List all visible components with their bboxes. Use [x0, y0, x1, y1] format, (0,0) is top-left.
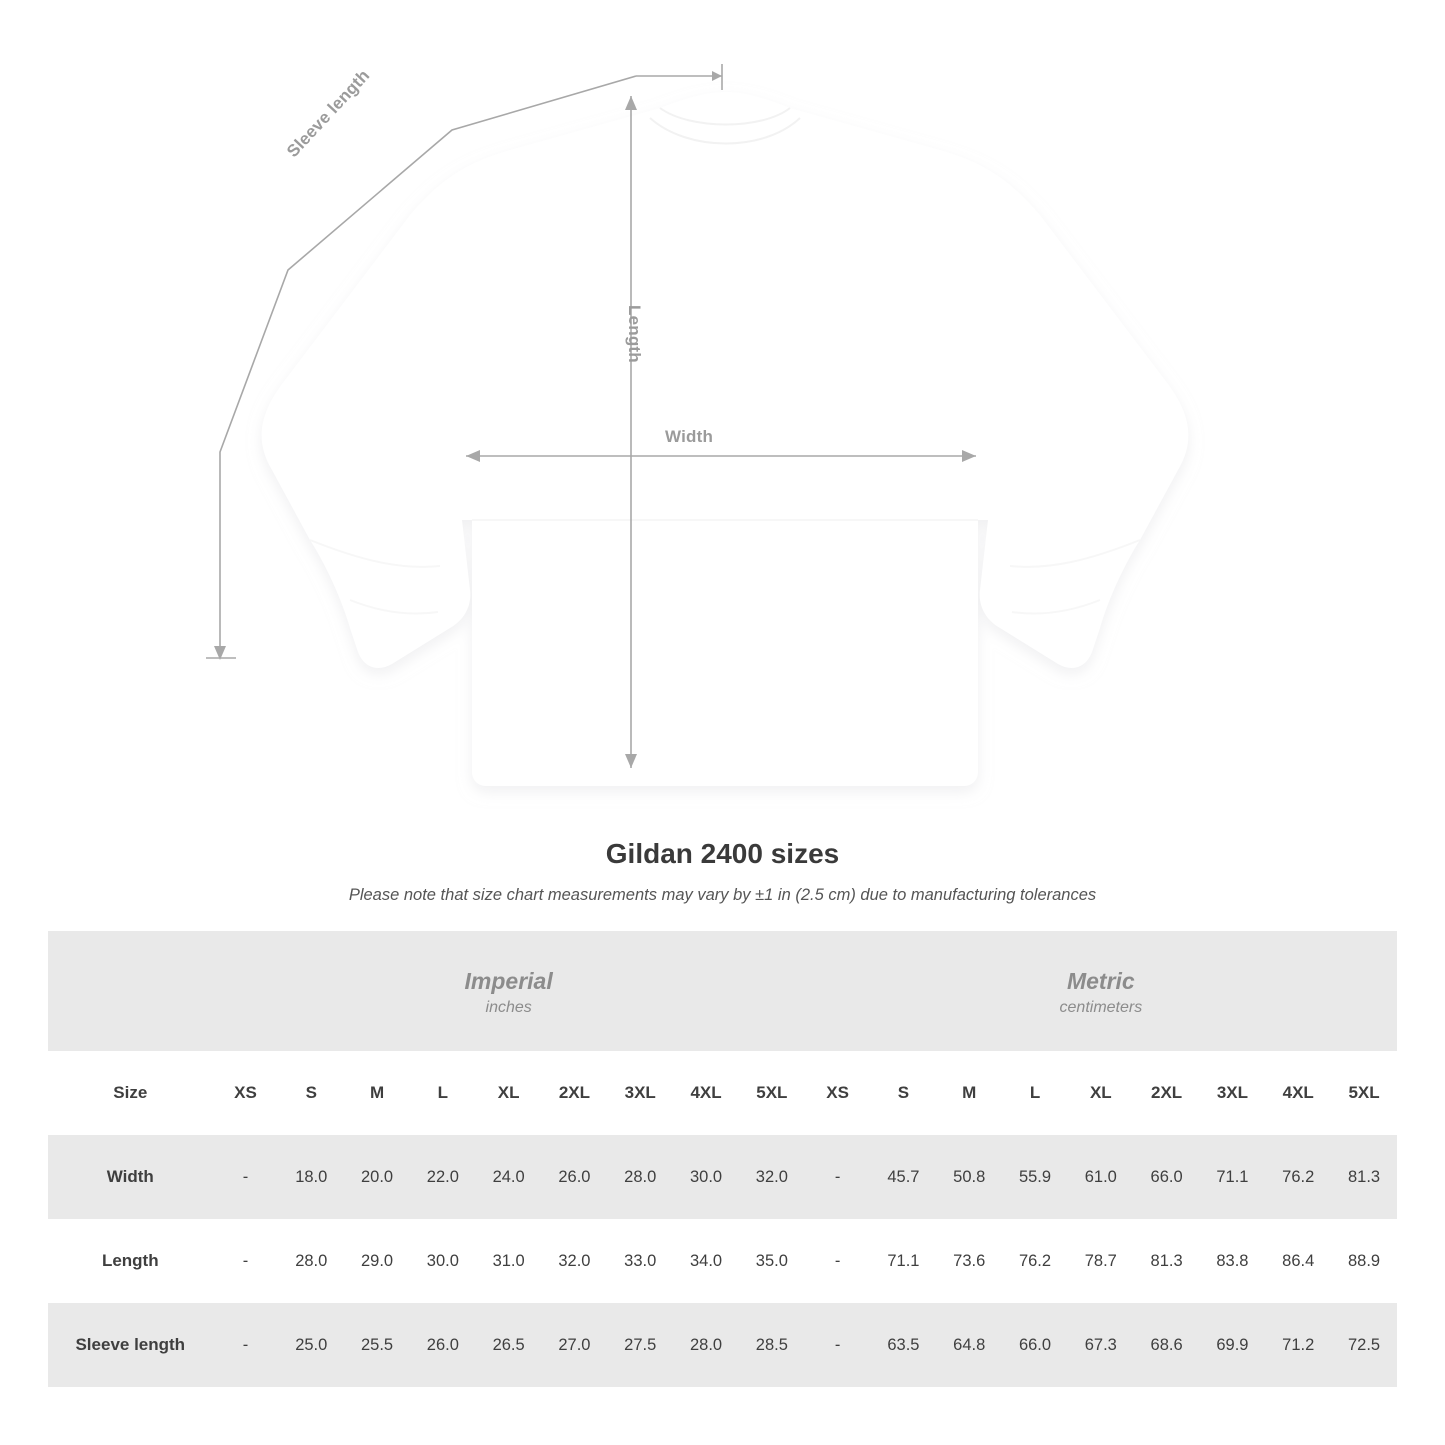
cell-length-metric-xl: 78.7: [1068, 1219, 1134, 1303]
tolerance-note: Please note that size chart measurements may vary by ±1 in (2.5 cm) due to manufacturing tolerances: [348, 886, 1097, 904]
header-size-metric-l: L: [1002, 1051, 1068, 1135]
cell-sleeve-imperial-4xl: 28.0: [673, 1303, 739, 1387]
cell-sleeve-metric-2xl: 68.6: [1134, 1303, 1200, 1387]
cell-width-imperial-xs: -: [213, 1135, 279, 1219]
label-sleeve-length: Sleeve length: [283, 65, 374, 161]
header-size-imperial-4xl: 4XL: [673, 1051, 739, 1135]
cell-length-metric-l: 76.2: [1002, 1219, 1068, 1303]
cell-length-metric-xs: -: [805, 1219, 871, 1303]
cell-length-imperial-5xl: 35.0: [739, 1219, 805, 1303]
cell-sleeve-metric-m: 64.8: [936, 1303, 1002, 1387]
header-size-imperial-s: S: [278, 1051, 344, 1135]
chart-header: [0, 838, 1445, 905]
label-length: Length: [625, 305, 644, 363]
unit-group-spacer: [48, 931, 213, 1051]
cell-length-imperial-3xl: 33.0: [607, 1219, 673, 1303]
cell-width-metric-m: 50.8: [936, 1135, 1002, 1219]
header-size-metric-3xl: 3XL: [1200, 1051, 1266, 1135]
cell-sleeve-imperial-s: 25.0: [278, 1303, 344, 1387]
cell-width-metric-xl: 61.0: [1068, 1135, 1134, 1219]
page-title: Gildan 2400 sizes: [605, 838, 840, 869]
table-row-width: [48, 1135, 1397, 1219]
cell-length-metric-4xl: 86.4: [1265, 1219, 1331, 1303]
cell-width-metric-xs: -: [805, 1135, 871, 1219]
cell-width-metric-s: 45.7: [871, 1135, 937, 1219]
size-chart-table: [48, 931, 1397, 1387]
table-row-sleeve-length: [48, 1303, 1397, 1387]
cell-length-metric-3xl: 83.8: [1200, 1219, 1266, 1303]
cell-width-imperial-5xl: 32.0: [739, 1135, 805, 1219]
header-size-metric-5xl: 5XL: [1331, 1051, 1397, 1135]
header-size-imperial-5xl: 5XL: [739, 1051, 805, 1135]
cell-length-imperial-4xl: 34.0: [673, 1219, 739, 1303]
cell-length-metric-5xl: 88.9: [1331, 1219, 1397, 1303]
cell-width-imperial-l: 22.0: [410, 1135, 476, 1219]
header-size-imperial-3xl: 3XL: [607, 1051, 673, 1135]
cell-width-metric-3xl: 71.1: [1200, 1135, 1266, 1219]
cell-sleeve-imperial-xs: -: [213, 1303, 279, 1387]
cell-sleeve-metric-l: 66.0: [1002, 1303, 1068, 1387]
header-size-metric-xl: XL: [1068, 1051, 1134, 1135]
cell-sleeve-metric-5xl: 72.5: [1331, 1303, 1397, 1387]
header-size: Size: [48, 1051, 213, 1135]
row-label-width: Width: [48, 1135, 213, 1219]
header-size-imperial-l: L: [410, 1051, 476, 1135]
cell-length-imperial-xl: 31.0: [476, 1219, 542, 1303]
unit-group-metric-name: Metric: [1066, 968, 1135, 995]
unit-group-row: [48, 931, 1397, 1051]
row-label-sleeve-length: Sleeve length: [48, 1303, 213, 1387]
cell-width-metric-l: 55.9: [1002, 1135, 1068, 1219]
shirt-shadow: [262, 92, 1189, 786]
cell-sleeve-metric-s: 63.5: [871, 1303, 937, 1387]
cell-width-imperial-s: 18.0: [278, 1135, 344, 1219]
table-header-row: [48, 1051, 1397, 1135]
header-size-metric-xs: XS: [805, 1051, 871, 1135]
header-size-metric-4xl: 4XL: [1265, 1051, 1331, 1135]
header-size-imperial-xs: XS: [213, 1051, 279, 1135]
cell-sleeve-imperial-l: 26.0: [410, 1303, 476, 1387]
cell-width-imperial-2xl: 26.0: [542, 1135, 608, 1219]
row-label-length: Length: [48, 1219, 213, 1303]
cell-width-imperial-3xl: 28.0: [607, 1135, 673, 1219]
cell-sleeve-imperial-m: 25.5: [344, 1303, 410, 1387]
cell-width-imperial-xl: 24.0: [476, 1135, 542, 1219]
unit-group-metric-sub: centimeters: [1059, 998, 1143, 1016]
cell-width-metric-5xl: 81.3: [1331, 1135, 1397, 1219]
cell-width-metric-2xl: 66.0: [1134, 1135, 1200, 1219]
cell-length-metric-s: 71.1: [871, 1219, 937, 1303]
header-size-metric-2xl: 2XL: [1134, 1051, 1200, 1135]
unit-group-metric: [805, 931, 1397, 1051]
header-size-imperial-2xl: 2XL: [542, 1051, 608, 1135]
header-size-metric-m: M: [936, 1051, 1002, 1135]
cell-width-imperial-m: 20.0: [344, 1135, 410, 1219]
unit-group-imperial-sub: inches: [485, 998, 532, 1016]
cell-width-imperial-4xl: 30.0: [673, 1135, 739, 1219]
cell-length-metric-2xl: 81.3: [1134, 1219, 1200, 1303]
label-width: Width: [665, 427, 714, 446]
header-size-metric-s: S: [871, 1051, 937, 1135]
cell-sleeve-imperial-2xl: 27.0: [542, 1303, 608, 1387]
cell-length-metric-m: 73.6: [936, 1219, 1002, 1303]
unit-group-imperial: [213, 931, 805, 1051]
cell-length-imperial-s: 28.0: [278, 1219, 344, 1303]
cell-sleeve-metric-xl: 67.3: [1068, 1303, 1134, 1387]
cell-sleeve-metric-4xl: 71.2: [1265, 1303, 1331, 1387]
cell-length-imperial-2xl: 32.0: [542, 1219, 608, 1303]
cell-sleeve-metric-3xl: 69.9: [1200, 1303, 1266, 1387]
cell-length-imperial-xs: -: [213, 1219, 279, 1303]
cell-sleeve-imperial-xl: 26.5: [476, 1303, 542, 1387]
table-row-length: [48, 1219, 1397, 1303]
cell-sleeve-metric-xs: -: [805, 1303, 871, 1387]
cell-length-imperial-l: 30.0: [410, 1219, 476, 1303]
unit-group-imperial-name: Imperial: [464, 968, 553, 995]
cell-sleeve-imperial-5xl: 28.5: [739, 1303, 805, 1387]
cell-sleeve-imperial-3xl: 27.5: [607, 1303, 673, 1387]
size-chart-table-wrapper: [48, 931, 1397, 1387]
header-size-imperial-m: M: [344, 1051, 410, 1135]
cell-width-metric-4xl: 76.2: [1265, 1135, 1331, 1219]
cell-length-imperial-m: 29.0: [344, 1219, 410, 1303]
header-size-imperial-xl: XL: [476, 1051, 542, 1135]
